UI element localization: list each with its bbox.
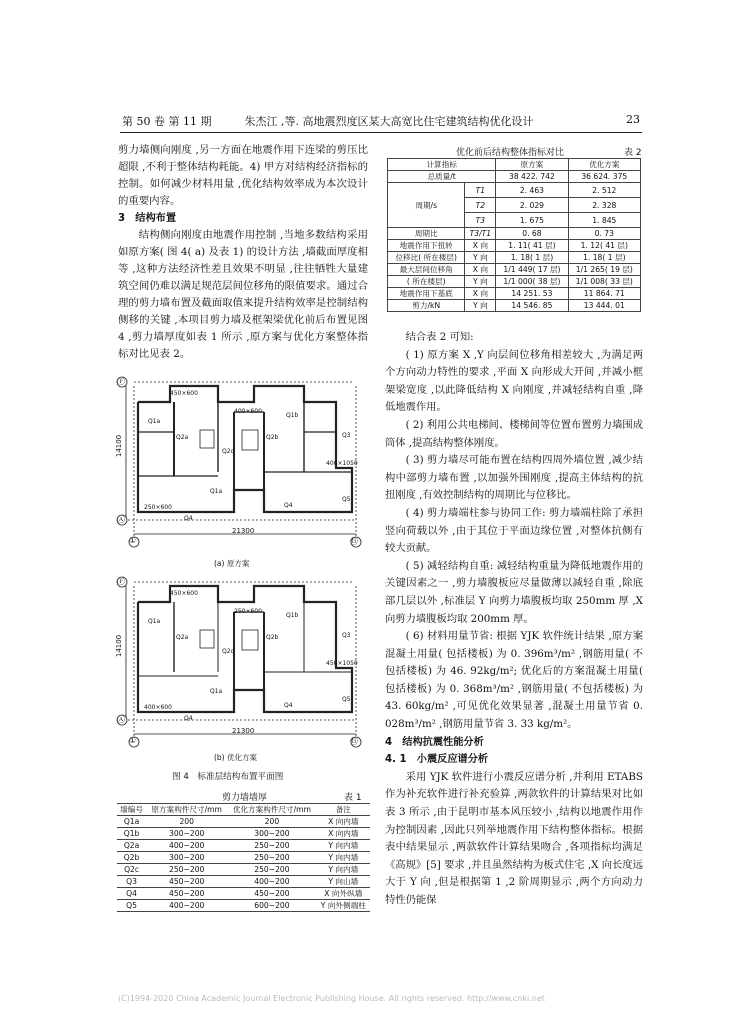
table-cell: 0. 73 xyxy=(568,228,640,240)
label-a-12: Q1a xyxy=(210,488,223,495)
label-a-10: 400×600 xyxy=(234,408,262,415)
table-row xyxy=(117,864,370,876)
dim-side-a: 14100 xyxy=(115,434,124,458)
label-b-3: Q2c xyxy=(222,648,234,655)
axis-1-a: ① xyxy=(129,536,137,545)
table-2-title: 优化前后结构整体指标对比 xyxy=(456,148,565,158)
dim-top-a: 21300 xyxy=(232,527,255,535)
table-1-title: 剪力墙墙厚 xyxy=(222,793,268,803)
table-cell: 0. 68 xyxy=(496,228,568,240)
table-cell: Y 向 xyxy=(465,252,496,264)
header-journal: 第 50 卷 第 11 期 朱杰江 ,等. 高地震烈度区某大高宽比住宅建筑结构优化设计 xyxy=(122,115,534,128)
table-cell: T3 xyxy=(465,213,496,228)
label-b-11: 400×600 xyxy=(144,704,172,711)
table-row xyxy=(117,888,370,900)
label-b-13: Q4 xyxy=(284,702,293,709)
label-b-9: 450×1050 xyxy=(326,660,358,667)
table-cell: 1. 18( 1 层) xyxy=(568,252,640,264)
table-cell: Y 向山墙 xyxy=(317,876,370,888)
paragraph-2: 结构侧向刚度由地震作用控制 ,当地多数结构采用如原方案( 图 4( a) 及表 1) 的设计方法 ,墙截面厚度相等 ,这种方法经济性差且效果不明显 ,往往牺牲大量建筑空间仍难以满足规范层间位移角的限值要求。通过合理的剪力墙布置及截面取值来提升结构效率是控制结构侧移的关键 ,本项目剪力墙及框架梁优化前后布置见图 4 ,剪力墙厚度如表 1 所示 ,原方案与优化方案整体指标对比见表 2。 xyxy=(118,229,368,360)
table-cell: 周期比 xyxy=(388,228,465,240)
table-cell: 250~200 xyxy=(146,864,227,876)
label-a-0: 450×600 xyxy=(170,390,198,397)
label-b-0: 450×600 xyxy=(170,590,198,597)
table-cell: ( 所在楼层) xyxy=(388,276,465,288)
table-cell: Y 向外侧端柱 xyxy=(317,900,370,912)
table-cell: 600~200 xyxy=(227,900,316,912)
table-row xyxy=(117,900,370,912)
left-column-text xyxy=(118,142,368,363)
table-header-cell: 原方案 xyxy=(496,159,568,171)
label-a-1: Q1a xyxy=(148,418,161,425)
table-cell: 总质量/t xyxy=(388,171,496,183)
table-row xyxy=(388,252,641,264)
table-cell: 1/1 000( 38 层) xyxy=(496,276,568,288)
table-header-cell: 优化方案构件尺寸/mm xyxy=(227,804,316,816)
header-rule xyxy=(120,132,642,133)
table-2 xyxy=(387,158,641,312)
page-number: 23 xyxy=(626,113,640,126)
table-cell: X 向内墙 xyxy=(317,828,370,840)
table-cell: 1/1 008( 33 层) xyxy=(568,276,640,288)
table-row xyxy=(117,840,370,852)
table-row xyxy=(388,276,641,288)
paragraph-1: 剪力墙侧向刚度 ,另一方面在地震作用下连梁的剪压比超限 ,不利于整体结构耗能。4) 甲方对结构经济指标的控制。如何减少材料用量 ,优化结构效率成为本次设计的重要内容。 xyxy=(118,144,368,207)
table-cell: X 向内墙 xyxy=(317,816,370,828)
table-cell: 36 624. 375 xyxy=(568,171,640,183)
table-cell: 14 251. 53 xyxy=(496,288,568,300)
table-row xyxy=(117,828,370,840)
label-b-10: 250×600 xyxy=(234,608,262,615)
table-2-label: 表 2 xyxy=(624,148,642,158)
table-cell: X 向 xyxy=(465,288,496,300)
label-a-5: Q1b xyxy=(286,412,299,419)
right-column-text xyxy=(385,329,643,910)
list-item: ( 1) 原方案 X ,Y 向层间位移角相差较大 ,为满足两个方向动力特性的要求 ,平面 X 向形成大开间 ,并减小框架梁宽度 ,以此降低结构 X 向刚度 ,并减轻结构自重 ,降低地震作用。 xyxy=(385,348,643,414)
table-cell: T1 xyxy=(465,183,496,198)
axis-f-b: Ⓕ xyxy=(117,577,125,586)
axis-11-a: ⑪ xyxy=(350,537,358,546)
label-b-12: Q1a xyxy=(210,688,223,695)
table-row xyxy=(388,300,641,312)
table-cell: 周期/s xyxy=(388,183,465,228)
table-cell: Y 向内墙 xyxy=(317,840,370,852)
table-cell: 250~200 xyxy=(227,864,316,876)
table-row xyxy=(117,816,370,828)
label-b-4: Q2b xyxy=(266,634,279,641)
table-cell: Y 向 xyxy=(465,276,496,288)
label-a-9: 400×1050 xyxy=(326,460,358,467)
paragraph-intro: 结合表 2 可知: xyxy=(405,331,474,343)
table-cell: 450~200 xyxy=(227,888,316,900)
label-b-1: Q1a xyxy=(148,618,161,625)
table-cell: 300~200 xyxy=(146,828,227,840)
label-b-5: Q1b xyxy=(286,612,299,619)
label-a-4: Q2b xyxy=(266,434,279,441)
table-header-cell: 墙编号 xyxy=(117,804,146,816)
label-a-3: Q2c xyxy=(222,448,234,455)
table-cell: 300~200 xyxy=(227,828,316,840)
table-cell: 2. 029 xyxy=(496,198,568,213)
axis-a-a: Ⓐ xyxy=(117,515,125,524)
axis-a-b: Ⓐ xyxy=(117,715,125,724)
table-cell: 400~200 xyxy=(227,876,316,888)
label-a-11: 250×600 xyxy=(144,504,172,511)
table-cell: Q4 xyxy=(117,888,146,900)
table-row xyxy=(388,264,641,276)
label-a-2: Q2a xyxy=(176,434,189,441)
table-cell: 最大层间位移角 xyxy=(388,264,465,276)
axis-1-b: ① xyxy=(129,736,137,745)
figure-4-caption: 图 4 标准层结构布置平面图 xyxy=(172,772,284,782)
table-cell: 300~200 xyxy=(146,852,227,864)
label-b-2: Q2a xyxy=(176,634,189,641)
label-b-8: Q5 xyxy=(342,696,351,703)
section-4-heading: 4 结构抗震性能分析 xyxy=(385,736,484,748)
table-cell: T3/T1 xyxy=(465,228,496,240)
table-cell: 200 xyxy=(146,816,227,828)
table-cell: 14 546. 85 xyxy=(496,300,568,312)
table-row xyxy=(388,288,641,300)
paragraph-4-1: 采用 YJK 软件进行小震反应谱分析 ,并利用 ETABS 作为补充软件进行补充验算 ,两款软件的计算结果对比如表 3 所示 ,由于昆明市基本风压较小 ,结构以地震作用作为控制因素 ,因此只列举地震作用下结构整体指标。根据表中结果显示 ,两款软件计算结果吻合 ,各项指标均满足《高规》[5] 要求 ,并且虽然结构为板式住宅 ,X 向长度远大于 Y 向 ,但是根据第 1 ,2 阶周期显示 ,两个方向动力特性仍能保 xyxy=(385,770,643,906)
table-header-cell: 原方案构件尺寸/mm xyxy=(146,804,227,816)
caption-a: (a) 原方案 xyxy=(214,559,250,568)
list-item: ( 3) 剪力墙尽可能布置在结构四周外墙位置 ,减少结构中部剪力墙布置 ,以加强外围刚度 ,提高主体结构的抗扭刚度 ,有效控制结构的周期比与位移比。 xyxy=(385,454,643,502)
table-cell: 450~200 xyxy=(146,876,227,888)
axis-11-b: ⑪ xyxy=(350,737,358,746)
label-a-6: Q3 xyxy=(342,432,351,439)
table-cell: Q3 xyxy=(117,876,146,888)
table-cell: 2. 512 xyxy=(568,183,640,198)
table-cell: 38 422. 742 xyxy=(496,171,568,183)
table-cell: Q2c xyxy=(117,864,146,876)
dim-top-b: 21300 xyxy=(232,727,255,735)
table-cell: 1. 11( 41 层) xyxy=(496,240,568,252)
copyright-footer: (C)1994-2020 China Academic Journal Electronic Publishing House. All rights reserved. http://www.cnki.net xyxy=(118,994,545,1003)
table-cell: X 向 xyxy=(465,240,496,252)
label-a-8: Q5 xyxy=(342,496,351,503)
table-cell: 地震作用下扭转 xyxy=(388,240,465,252)
table-row xyxy=(117,804,370,816)
section-3-heading: 3 结构布置 xyxy=(118,213,177,224)
table-row xyxy=(388,183,641,198)
table-cell: Q1a xyxy=(117,816,146,828)
table-cell: 250~200 xyxy=(227,852,316,864)
floor-plan-a xyxy=(117,377,361,547)
table-cell: 11 864. 71 xyxy=(568,288,640,300)
list-item: ( 4) 剪力墙端柱参与协同工作: 剪力墙端柱除了承担竖向荷载以外 ,由于其位于平面边缘位置 ,对整体抗侧有较大贡献。 xyxy=(385,506,643,555)
figure-4 xyxy=(114,372,370,770)
table-cell: Y 向内墙 xyxy=(317,864,370,876)
table-header-cell: 备注 xyxy=(317,804,370,816)
table-cell: 1/1 265( 19 层) xyxy=(568,264,640,276)
floor-plan-b xyxy=(117,577,361,747)
table-cell: T2 xyxy=(465,198,496,213)
label-b-6: Q3 xyxy=(342,632,351,639)
section-4-1-heading: 4. 1 小震反应谱分析 xyxy=(385,754,489,766)
table-cell: 200 xyxy=(227,816,316,828)
table-cell: 1. 12( 41 层) xyxy=(568,240,640,252)
table-1-label: 表 1 xyxy=(344,793,362,803)
table-cell: Q1b xyxy=(117,828,146,840)
table-cell: Q2a xyxy=(117,840,146,852)
table-cell: 1/1 449( 17 层) xyxy=(496,264,568,276)
table-header-cell: 计算指标 xyxy=(388,159,496,171)
table-cell: Q5 xyxy=(117,900,146,912)
table-cell: 2. 328 xyxy=(568,198,640,213)
table-row xyxy=(388,171,641,183)
table-cell: 剪力/kN xyxy=(388,300,465,312)
table-cell: Y 向内墙 xyxy=(317,852,370,864)
table-cell: 2. 463 xyxy=(496,183,568,198)
table-cell: Q2b xyxy=(117,852,146,864)
table-cell: 450~200 xyxy=(146,888,227,900)
table-cell: X 向 xyxy=(465,264,496,276)
table-cell: 1. 18( 1 层) xyxy=(496,252,568,264)
table-cell: 1. 675 xyxy=(496,213,568,228)
table-cell: 位移比( 所在楼层) xyxy=(388,252,465,264)
table-cell: 1. 845 xyxy=(568,213,640,228)
label-b-7: Q4 xyxy=(184,715,193,722)
table-cell: X 向外纵墙 xyxy=(317,888,370,900)
axis-f-a: Ⓕ xyxy=(117,377,125,386)
table-cell: 400~200 xyxy=(146,840,227,852)
dim-side-b: 14100 xyxy=(115,634,124,658)
list-item: ( 5) 减轻结构自重: 减轻结构重量为降低地震作用的关键因素之一 ,剪力墙腹板应尽量做薄以减轻自重 ,除底部几层以外 ,标准层 Y 向剪力墙腹板均取 250mm 厚 ,X 向剪力墙腹板均取 200mm 厚。 xyxy=(385,559,643,625)
table-row xyxy=(117,852,370,864)
table-row xyxy=(388,228,641,240)
list-item: ( 6) 材料用量节省: 根据 YJK 软件统计结果 ,原方案混凝土用量( 包括楼板) 为 0. 396m³/m² ,钢筋用量( 不包括楼板) 为 46. 92kg/m²; 优化后的方案混凝土用量( 包括楼板) 为 0. 368m³/m² ,钢筋用量( 不包括楼板) 为 43. 60kg/m² ,可见优化效果显著 ,混凝土用量节省 0. 028m³/m² ,钢筋用量节省 3. 33 kg/m²。 xyxy=(385,630,643,731)
table-row xyxy=(388,240,641,252)
caption-b: (b) 优化方案 xyxy=(214,753,257,762)
label-a-7: Q4 xyxy=(184,515,193,522)
table-1 xyxy=(117,803,370,912)
table-cell: 250~200 xyxy=(227,840,316,852)
table-cell: 地震作用下基底 xyxy=(388,288,465,300)
table-cell: 13 444. 01 xyxy=(568,300,640,312)
table-header-cell: 优化方案 xyxy=(568,159,640,171)
table-row xyxy=(388,159,641,171)
table-cell: Y 向 xyxy=(465,300,496,312)
label-a-13: Q4 xyxy=(284,502,293,509)
table-cell: 400~200 xyxy=(146,900,227,912)
list-item: ( 2) 利用公共电梯间、楼梯间等位置布置剪力墙围成筒体 ,提高结构整体刚度。 xyxy=(385,418,643,449)
table-row xyxy=(117,876,370,888)
